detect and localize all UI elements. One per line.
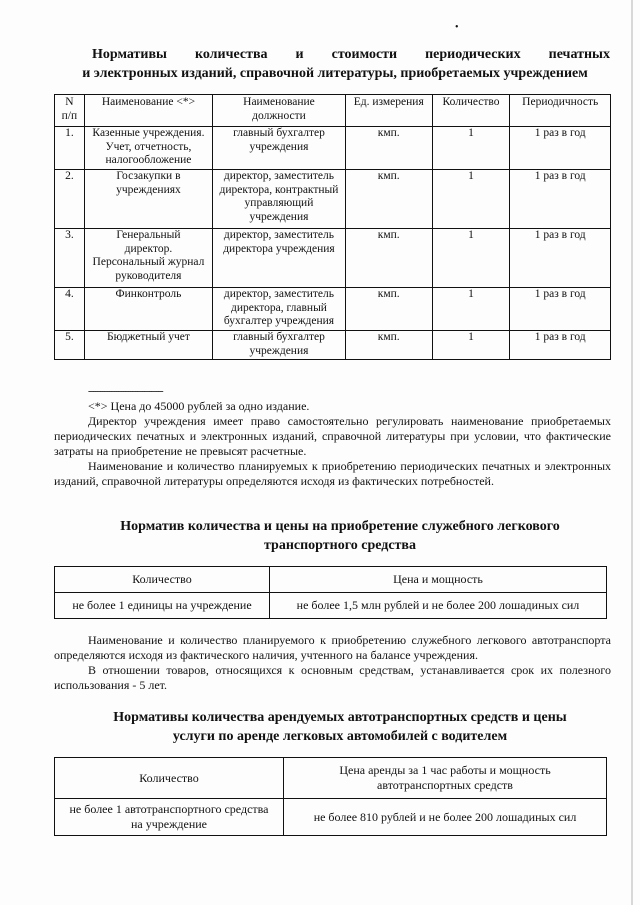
cell-unit: кмп. — [345, 331, 432, 360]
cell-position-line: учреждения — [249, 344, 309, 357]
vehicle-rental-table — [54, 757, 607, 836]
table-header-row — [55, 567, 607, 593]
cell-qty: 1 — [432, 127, 510, 170]
title3-line2: услуги по аренде легковых автомобилей с водителем — [172, 729, 508, 744]
footnote-separator: -------------------------------- — [88, 386, 163, 397]
note-paragraph-1: Директор учреждения имеет право самостоятельно регулировать наименование приобретаемых периодических печатных и электронных изданий, справочной литературы при условии, что фактические затраты на приобретение не превысят расчетные. — [54, 414, 611, 458]
vehicle-paragraph-1: Наименование и количество планируемого к приобретению служебного легкового автотранспорта определяются исходя из фактического наличия, учтенного на балансе учреждения. — [54, 633, 611, 662]
cell-name — [84, 170, 212, 229]
cell-name-line: Персональный журнал — [92, 256, 205, 268]
cell-n: 4. — [55, 288, 85, 331]
cell-name-line: Казенные учреждения. — [92, 127, 205, 139]
t3-header-price-line2: автотранспортных средств — [377, 778, 513, 792]
t3-header-price — [284, 758, 607, 799]
cell-period: 1 раз в год — [510, 170, 611, 229]
cell-period: 1 раз в год — [510, 229, 611, 288]
title2-line1: Норматив количества и цены на приобретение служебного легкового — [120, 519, 560, 534]
cell-position-line: главный бухгалтер — [233, 127, 325, 139]
cell-position — [213, 288, 346, 331]
cell-position-line: директора, контрактный — [219, 183, 339, 196]
cell-position-line: учреждения — [249, 210, 309, 223]
title1-line1 — [92, 45, 610, 64]
cell-name-line: Учет, отчетность, — [105, 140, 192, 153]
cell-n: 1. — [55, 127, 85, 170]
t2-row-price: не более 1,5 млн рублей и не более 200 лошадиных сил — [270, 593, 607, 619]
table-header-row — [55, 758, 607, 799]
header-unit: Ед. измерения — [345, 95, 432, 127]
header-position — [213, 95, 346, 127]
table-row — [55, 331, 611, 360]
table-row — [55, 799, 607, 836]
cell-position-line: директор, заместитель — [223, 229, 335, 241]
cell-unit: кмп. — [345, 170, 432, 229]
cell-name — [84, 288, 212, 331]
cell-position-line: управляющий — [244, 197, 314, 209]
t3-header-qty: Количество — [55, 758, 284, 799]
cell-name-line: Бюджетный учет — [106, 331, 190, 343]
cell-position-line: директор, заместитель — [223, 170, 335, 182]
header-n-line2: п/п — [61, 109, 78, 122]
t2-header-price: Цена и мощность — [270, 567, 607, 593]
header-qty: Количество — [432, 95, 510, 127]
cell-position — [213, 170, 346, 229]
title1-word: Нормативы — [92, 47, 167, 62]
cell-name-line: налогообложение — [105, 154, 192, 166]
title1-word: и — [295, 47, 304, 62]
header-name: Наименование <*> — [84, 95, 212, 127]
cell-name-line: Госзакупки в — [116, 170, 181, 182]
cell-period: 1 раз в год — [510, 288, 611, 331]
title1-word: стоимости — [331, 47, 398, 62]
cell-name-line: директор. — [124, 242, 173, 255]
cell-position-line: директора, главный — [230, 301, 327, 314]
cell-name — [84, 127, 212, 170]
cell-qty: 1 — [432, 229, 510, 288]
cell-position-line: директора учреждения — [223, 242, 335, 255]
title1-word: количества — [194, 47, 268, 62]
header-period: Периодичность — [510, 95, 611, 127]
cell-n: 2. — [55, 170, 85, 229]
vehicle-paragraph-2: В отношении товаров, относящихся к основным средствам, устанавливается срок их полезного использования - 5 лет. — [54, 663, 611, 692]
cell-position — [213, 331, 346, 360]
cell-qty: 1 — [432, 170, 510, 229]
scan-dot: • — [455, 22, 459, 33]
footnote: <*> Цена до 45000 рублей за одно издание. — [88, 399, 310, 413]
title3-line1: Нормативы количества арендуемых автотранспортных средств и цены — [113, 710, 567, 725]
t3-row-qty-line1: не более 1 автотранспортного средства — [69, 802, 269, 816]
cell-name-line: Генеральный — [116, 229, 181, 241]
t3-row-price: не более 810 рублей и не более 200 лошадиных сил — [284, 799, 607, 836]
cell-period: 1 раз в год — [510, 127, 611, 170]
header-position-line2: должности — [252, 109, 306, 122]
cell-position-line: учреждения — [249, 140, 309, 153]
title2-line2: транспортного средства — [264, 538, 416, 553]
cell-qty: 1 — [432, 331, 510, 360]
cell-name — [84, 331, 212, 360]
table-row — [55, 127, 611, 170]
table-row — [55, 593, 607, 619]
t2-row-qty: не более 1 единицы на учреждение — [55, 593, 270, 619]
note-paragraph-2: Наименование и количество планируемых к приобретению периодических печатных и электронных изданий, справочной литературы определяются исходя из фактических потребностей. — [54, 459, 611, 488]
t3-row-qty — [55, 799, 284, 836]
cell-position-line: главный бухгалтер — [233, 331, 325, 343]
cell-name-line: Финконтроль — [115, 288, 182, 300]
cell-position-line: бухгалтер учреждения — [223, 315, 335, 327]
cell-position-line: директор, заместитель — [223, 288, 335, 300]
cell-unit: кмп. — [345, 288, 432, 331]
header-n-line1: N — [65, 96, 74, 108]
cell-position — [213, 127, 346, 170]
cell-period: 1 раз в год — [510, 331, 611, 360]
t3-row-qty-line2: на учреждение — [130, 817, 207, 831]
cell-name-line: учреждениях — [116, 183, 181, 196]
cell-unit: кмп. — [345, 229, 432, 288]
table-row — [55, 229, 611, 288]
cell-n: 3. — [55, 229, 85, 288]
table-row — [55, 170, 611, 229]
cell-name — [84, 229, 212, 288]
table-row — [55, 288, 611, 331]
cell-qty: 1 — [432, 288, 510, 331]
scan-edge — [631, 0, 633, 905]
title1-line2: и электронных изданий, справочной литературы, приобретаемых учреждением — [82, 66, 588, 81]
header-n — [55, 95, 85, 127]
title1-word: печатных — [548, 47, 610, 62]
cell-name-line: руководителя — [115, 269, 182, 282]
cell-n: 5. — [55, 331, 85, 360]
t3-header-price-line1: Цена аренды за 1 час работы и мощность — [339, 763, 551, 777]
t2-header-qty: Количество — [55, 567, 270, 593]
cell-position — [213, 229, 346, 288]
vehicle-purchase-table — [54, 566, 607, 619]
table-header-row — [55, 95, 611, 127]
title1-word: периодических — [425, 47, 521, 62]
header-position-line1: Наименование — [243, 96, 315, 108]
periodicals-table — [54, 94, 611, 360]
cell-unit: кмп. — [345, 127, 432, 170]
